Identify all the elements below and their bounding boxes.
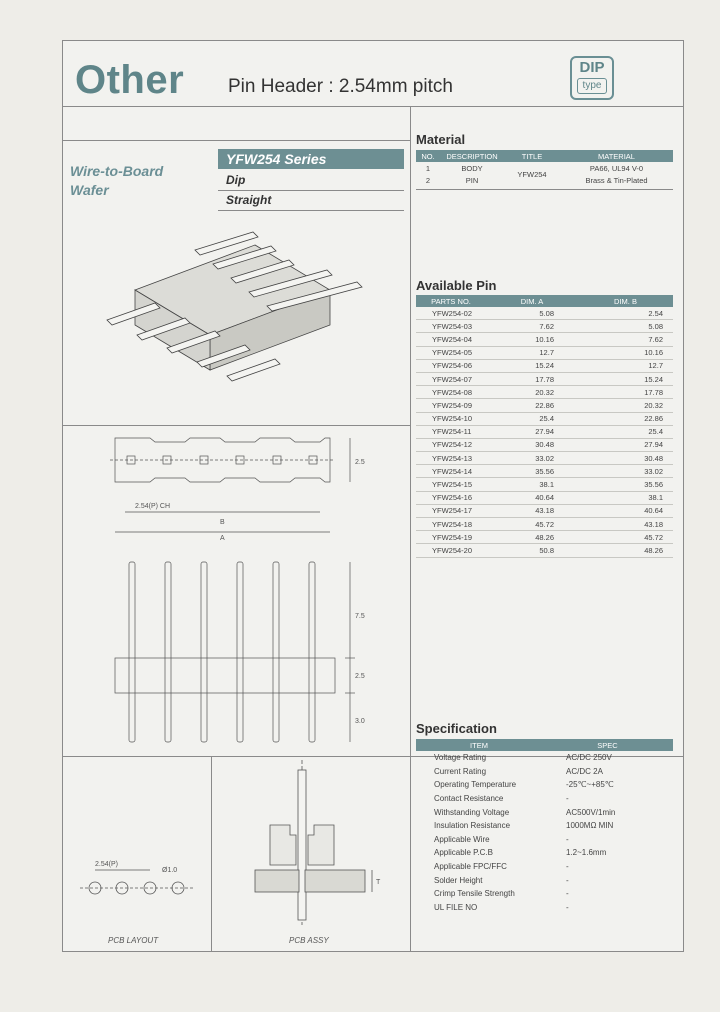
- series-type-straight: Straight: [226, 193, 272, 207]
- material-header: NO.: [416, 150, 440, 162]
- spec-header: ITEM: [416, 739, 542, 751]
- available-cell: 33.02: [644, 466, 663, 476]
- spec-divider: [410, 756, 411, 951]
- table-row: [416, 860, 673, 874]
- table-row: [416, 162, 673, 174]
- product-isometric-image: [95, 230, 375, 400]
- table-row: [416, 346, 673, 359]
- spec-value-cell: -25℃~+85℃: [566, 780, 614, 790]
- table-row: [416, 372, 673, 385]
- available-cell: 25.4: [648, 427, 663, 437]
- dim-height-label: 2.5: [355, 459, 365, 466]
- available-cell: YFW254-15: [432, 480, 473, 490]
- material-cell: PIN: [465, 175, 479, 185]
- spec-value-cell: AC/DC 250V: [566, 753, 612, 763]
- available-cell: 33.02: [535, 453, 554, 463]
- table-row: [416, 452, 673, 465]
- pcb-divider: [211, 756, 212, 951]
- available-cell: 38.1: [539, 480, 554, 490]
- table-row: [416, 792, 673, 806]
- spec-item-cell: Crimp Tensile Strength: [434, 889, 515, 899]
- available-cell: 15.24: [535, 361, 554, 371]
- available-cell: YFW254-20: [432, 545, 473, 555]
- available-cell: 43.18: [644, 519, 663, 529]
- available-cell: 7.62: [648, 334, 663, 344]
- available-cell: 17.78: [535, 374, 554, 384]
- spec-item-cell: Voltage Rating: [434, 753, 487, 763]
- pcb-pitch-label: 2.54(P): [95, 861, 118, 868]
- spec-value-cell: -: [566, 834, 569, 844]
- table-row: [416, 504, 673, 517]
- available-cell: YFW254-14: [432, 466, 473, 476]
- available-cell: 38.1: [648, 493, 663, 503]
- table-row: [416, 901, 673, 915]
- material-header: DESCRIPTION: [440, 150, 504, 162]
- dim-top-label: 7.5: [355, 613, 365, 620]
- specification-table: [416, 739, 673, 914]
- material-cell: Brass & Tin-Plated: [585, 175, 648, 185]
- available-cell: 48.26: [535, 532, 554, 542]
- table-row: [416, 320, 673, 333]
- available-cell: YFW254-18: [432, 519, 473, 529]
- table-row: [416, 765, 673, 779]
- table-row: [416, 751, 673, 765]
- spec-item-cell: Current Rating: [434, 766, 487, 776]
- available-cell: 30.48: [535, 440, 554, 450]
- available-cell: 43.18: [535, 506, 554, 516]
- series-bar: YFW254 Series: [218, 149, 404, 169]
- category-line2: Wafer: [70, 182, 109, 198]
- spec-item-cell: Contact Resistance: [434, 794, 504, 804]
- table-row: [416, 819, 673, 833]
- table-row: [416, 425, 673, 438]
- available-pin-table: [416, 295, 673, 558]
- available-cell: YFW254-11: [432, 427, 472, 437]
- available-cell: 48.26: [644, 545, 663, 555]
- available-cell: 2.54: [648, 308, 663, 318]
- available-cell: 45.72: [644, 532, 663, 542]
- available-cell: 20.32: [644, 400, 663, 410]
- pcb-assy-caption: PCB ASSY: [289, 936, 329, 945]
- top-view-drawing: [105, 432, 370, 542]
- series-type-dip: Dip: [226, 173, 246, 187]
- pcb-layout-drawing: [70, 800, 205, 900]
- dip-type-badge: [570, 56, 614, 100]
- available-cell: YFW254-06: [432, 361, 473, 371]
- table-row: [416, 399, 673, 412]
- table-row: [416, 778, 673, 792]
- logo-text: Other: [75, 58, 185, 102]
- table-row: [416, 333, 673, 346]
- available-cell: YFW254-12: [432, 440, 473, 450]
- spec-item-cell: Insulation Resistance: [434, 821, 511, 831]
- available-cell: YFW254-13: [432, 453, 473, 463]
- dim-a-label: A: [220, 535, 225, 542]
- table-row: [416, 438, 673, 451]
- available-header: DIM. A: [486, 295, 578, 307]
- spec-item-cell: Solder Height: [434, 875, 483, 885]
- available-cell: 17.78: [644, 387, 663, 397]
- available-cell: 45.72: [535, 519, 554, 529]
- dim-bot-label: 3.0: [355, 718, 365, 725]
- available-cell: YFW254-04: [432, 334, 473, 344]
- available-cell: YFW254-07: [432, 374, 473, 384]
- available-cell: 7.62: [539, 321, 554, 331]
- material-cell: BODY: [461, 163, 483, 173]
- available-cell: 27.94: [535, 427, 554, 437]
- page-title: Pin Header : 2.54mm pitch: [228, 76, 453, 97]
- straight-underline: [218, 210, 404, 211]
- table-row: [416, 846, 673, 860]
- spec-item-cell: Applicable FPC/FFC: [434, 862, 507, 872]
- table-row: [416, 465, 673, 478]
- material-cell: 2: [425, 175, 431, 185]
- available-cell: YFW254-08: [432, 387, 473, 397]
- available-cell: 12.7: [648, 361, 663, 371]
- spec-item-cell: Applicable P.C.B: [434, 848, 493, 858]
- table-row: [416, 518, 673, 531]
- available-cell: YFW254-16: [432, 493, 473, 503]
- spec-value-cell: AC500V/1min: [566, 807, 616, 817]
- spec-value-cell: 1000MΩ MIN: [566, 821, 614, 831]
- pcb-thickness-label: T: [376, 879, 381, 886]
- spec-value-cell: -: [566, 875, 569, 885]
- available-cell: YFW254-17: [432, 506, 473, 516]
- available-cell: 50.8: [539, 545, 554, 555]
- available-cell: 35.56: [535, 466, 554, 476]
- table-row: [416, 544, 673, 557]
- spec-value-cell: -: [566, 902, 569, 912]
- available-cell: 5.08: [539, 308, 554, 318]
- available-pin-title: Available Pin: [416, 278, 497, 293]
- pitch-label: 2.54(P) CH: [135, 503, 171, 510]
- spec-value-cell: -: [566, 794, 569, 804]
- specification-title: Specification: [416, 721, 497, 736]
- spec-value-cell: -: [566, 889, 569, 899]
- table-row: [416, 531, 673, 544]
- badge-top: DIP: [579, 59, 605, 76]
- pcb-assy-drawing: [240, 760, 390, 930]
- material-cell: PA66, UL94 V-0: [589, 163, 644, 173]
- available-cell: 15.24: [644, 374, 663, 384]
- available-cell: 20.32: [535, 387, 554, 397]
- material-header: MATERIAL: [560, 150, 673, 162]
- available-cell: YFW254-03: [432, 321, 473, 331]
- dip-underline: [218, 190, 404, 191]
- available-cell: YFW254-05: [432, 348, 473, 358]
- available-cell: 22.86: [535, 400, 554, 410]
- pcb-layout-caption: PCB LAYOUT: [108, 936, 159, 945]
- available-cell: 27.94: [644, 440, 663, 450]
- available-cell: YFW254-10: [432, 414, 473, 424]
- badge-bottom: type: [577, 78, 607, 94]
- spec-value-cell: -: [566, 862, 569, 872]
- table-row: [416, 412, 673, 425]
- spec-header: SPEC: [542, 739, 673, 751]
- material-cell: 1: [425, 163, 431, 173]
- spec-item-cell: Withstanding Voltage: [434, 807, 510, 817]
- available-cell: 10.16: [535, 334, 554, 344]
- spec-item-cell: UL FILE NO: [434, 902, 478, 912]
- spec-value-cell: 1.2~1.6mm: [566, 848, 607, 858]
- available-cell: 10.16: [644, 348, 663, 358]
- dim-b-label: B: [220, 519, 225, 526]
- available-cell: YFW254-02: [432, 308, 473, 318]
- table-row: [416, 359, 673, 372]
- material-table: [416, 150, 673, 186]
- available-header: DIM. B: [578, 295, 673, 307]
- table-row: [416, 491, 673, 504]
- material-cell: YFW254: [517, 169, 547, 179]
- category-label: [70, 162, 163, 200]
- available-header: PARTS NO.: [416, 295, 486, 307]
- table-row: [416, 833, 673, 847]
- available-cell: 22.86: [644, 414, 663, 424]
- category-line1: Wire-to-Board: [70, 163, 164, 179]
- table-row: [416, 386, 673, 399]
- available-cell: YFW254-19: [432, 532, 473, 542]
- spec-item-cell: Operating Temperature: [434, 780, 517, 790]
- table-row: [416, 307, 673, 320]
- available-cell: 12.7: [539, 348, 554, 358]
- table-row: [416, 478, 673, 491]
- material-title: Material: [416, 132, 466, 147]
- pcb-hole-label: Ø1.0: [162, 867, 178, 874]
- available-cell: 25.4: [539, 414, 554, 424]
- table-row: [416, 873, 673, 887]
- available-cell: 5.08: [648, 321, 663, 331]
- spec-value-cell: AC/DC 2A: [566, 766, 603, 776]
- spec-item-cell: Applicable Wire: [434, 834, 490, 844]
- table-row: [416, 887, 673, 901]
- available-cell: 35.56: [644, 480, 663, 490]
- category-top-line: [62, 140, 411, 141]
- front-view-drawing: [105, 548, 370, 748]
- material-bottom-line: [416, 189, 673, 190]
- header-divider: [62, 106, 683, 107]
- table-row: [416, 805, 673, 819]
- column-divider: [410, 106, 411, 756]
- material-header: TITLE: [504, 150, 560, 162]
- dim-mid-label: 2.5: [355, 673, 365, 680]
- available-cell: 30.48: [644, 453, 663, 463]
- available-cell: 40.64: [535, 493, 554, 503]
- available-cell: 40.64: [644, 506, 663, 516]
- image-divider: [62, 425, 411, 426]
- available-cell: YFW254-09: [432, 400, 473, 410]
